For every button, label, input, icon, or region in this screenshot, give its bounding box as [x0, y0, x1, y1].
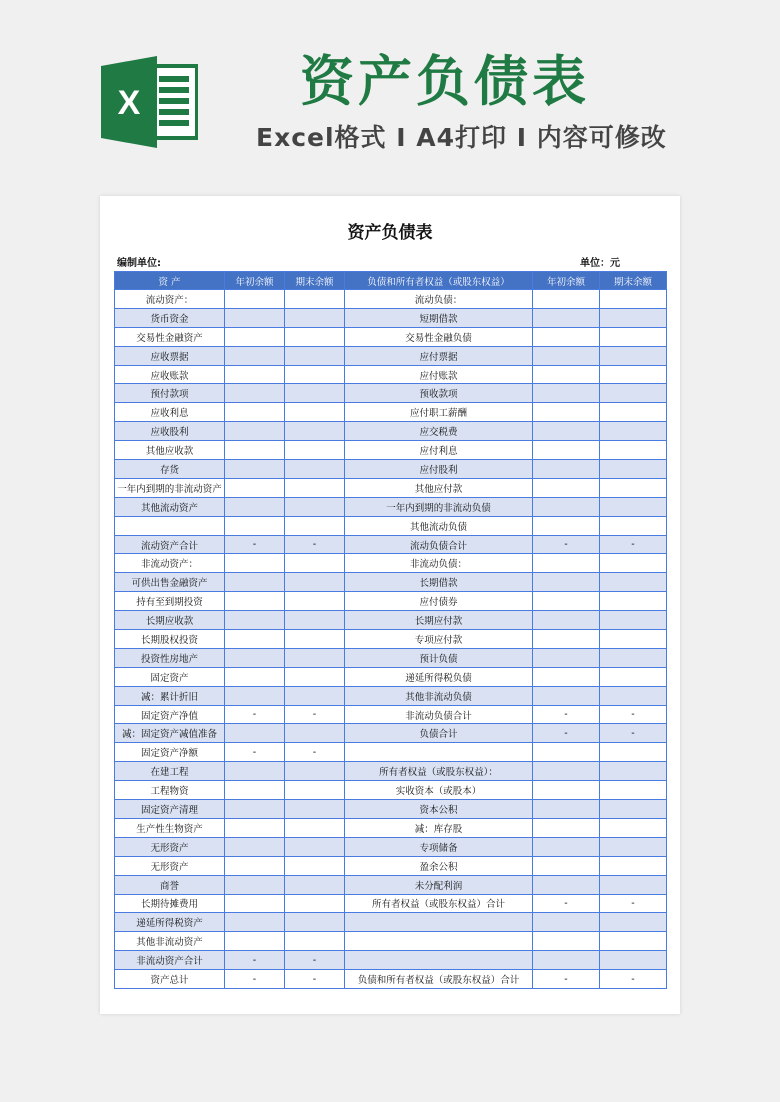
liability-opening-cell[interactable]: -: [533, 535, 600, 554]
asset-item-cell[interactable]: 固定资产净值: [115, 705, 225, 724]
asset-opening-cell[interactable]: [225, 762, 285, 781]
liability-opening-cell[interactable]: [533, 667, 600, 686]
asset-opening-cell[interactable]: [225, 308, 285, 327]
asset-opening-cell[interactable]: [225, 516, 285, 535]
liability-item-cell[interactable]: 应付职工薪酬: [345, 403, 533, 422]
table-row: [115, 422, 667, 441]
balance-sheet-table: [114, 271, 667, 989]
liability-closing-cell[interactable]: [600, 384, 667, 403]
liability-closing-cell[interactable]: [600, 648, 667, 667]
excel-logo-icon: [101, 56, 198, 148]
asset-item-cell[interactable]: 其他流动资产: [115, 497, 225, 516]
liability-opening-cell[interactable]: [533, 932, 600, 951]
table-row: [115, 327, 667, 346]
asset-item-cell[interactable]: 预付款项: [115, 384, 225, 403]
table-row: [115, 686, 667, 705]
asset-item-cell[interactable]: 非流动资产合计: [115, 951, 225, 970]
table-row: [115, 667, 667, 686]
asset-closing-cell[interactable]: [285, 308, 345, 327]
liability-closing-cell[interactable]: [600, 573, 667, 592]
asset-closing-cell[interactable]: [285, 724, 345, 743]
asset-closing-cell[interactable]: [285, 875, 345, 894]
liability-closing-cell[interactable]: [600, 478, 667, 497]
liability-closing-cell[interactable]: [600, 818, 667, 837]
table-row: [115, 856, 667, 875]
table-row: [115, 365, 667, 384]
asset-item-cell[interactable]: 工程物资: [115, 781, 225, 800]
asset-opening-cell[interactable]: [225, 630, 285, 649]
asset-item-cell[interactable]: 一年内到期的非流动资产: [115, 478, 225, 497]
asset-item-cell[interactable]: 流动资产：: [115, 290, 225, 309]
liability-closing-cell[interactable]: [600, 837, 667, 856]
asset-opening-cell[interactable]: -: [225, 705, 285, 724]
asset-item-cell[interactable]: 固定资产净额: [115, 743, 225, 762]
asset-item-cell[interactable]: 商誉: [115, 875, 225, 894]
table-row: [115, 630, 667, 649]
liability-opening-cell[interactable]: -: [533, 705, 600, 724]
liability-closing-cell[interactable]: [600, 554, 667, 573]
liability-opening-cell[interactable]: [533, 951, 600, 970]
liability-opening-cell[interactable]: [533, 346, 600, 365]
liability-opening-cell[interactable]: [533, 365, 600, 384]
liability-opening-cell[interactable]: [533, 837, 600, 856]
asset-opening-cell[interactable]: [225, 365, 285, 384]
asset-opening-cell[interactable]: [225, 573, 285, 592]
asset-closing-cell[interactable]: [285, 346, 345, 365]
asset-closing-cell[interactable]: -: [285, 743, 345, 762]
liability-closing-cell[interactable]: [600, 308, 667, 327]
asset-item-cell[interactable]: 非流动资产：: [115, 554, 225, 573]
asset-item-cell[interactable]: 长期应收款: [115, 611, 225, 630]
liability-closing-cell[interactable]: [600, 497, 667, 516]
document-page: [100, 196, 680, 1014]
liability-item-cell[interactable]: 负债合计: [345, 724, 533, 743]
table-row: [115, 800, 667, 819]
asset-opening-cell[interactable]: -: [225, 970, 285, 989]
liability-item-cell[interactable]: 应付债券: [345, 592, 533, 611]
table-row: [115, 573, 667, 592]
liability-item-cell[interactable]: 专项应付款: [345, 630, 533, 649]
table-row: [115, 384, 667, 403]
liability-item-cell[interactable]: 应交税费: [345, 422, 533, 441]
liability-item-cell[interactable]: 专项储备: [345, 837, 533, 856]
table-row: [115, 818, 667, 837]
asset-item-cell[interactable]: 递延所得税资产: [115, 913, 225, 932]
liability-closing-cell[interactable]: [600, 743, 667, 762]
asset-opening-cell[interactable]: [225, 384, 285, 403]
liability-closing-cell[interactable]: -: [600, 724, 667, 743]
asset-opening-cell[interactable]: [225, 837, 285, 856]
liability-item-cell[interactable]: 短期借款: [345, 308, 533, 327]
header-closing-balance: 期末余额: [285, 272, 345, 290]
asset-item-cell[interactable]: 生产性生物资产: [115, 818, 225, 837]
asset-item-cell[interactable]: 流动资产合计: [115, 535, 225, 554]
liability-item-cell[interactable]: 长期应付款: [345, 611, 533, 630]
liability-closing-cell[interactable]: [600, 592, 667, 611]
asset-item-cell[interactable]: 固定资产清理: [115, 800, 225, 819]
liability-closing-cell[interactable]: [600, 422, 667, 441]
liability-opening-cell[interactable]: [533, 686, 600, 705]
asset-closing-cell[interactable]: [285, 441, 345, 460]
liability-item-cell[interactable]: 预收款项: [345, 384, 533, 403]
asset-opening-cell[interactable]: [225, 667, 285, 686]
asset-item-cell[interactable]: 固定资产: [115, 667, 225, 686]
banner-subtitle: Excel格式 I A4打印 I 内容可修改: [256, 123, 667, 152]
liability-item-cell[interactable]: 盈余公积: [345, 856, 533, 875]
liability-closing-cell[interactable]: [600, 856, 667, 875]
liability-opening-cell[interactable]: [533, 497, 600, 516]
asset-closing-cell[interactable]: [285, 630, 345, 649]
table-row: [115, 781, 667, 800]
liability-item-cell[interactable]: 递延所得税负债: [345, 667, 533, 686]
asset-item-cell[interactable]: 减：固定资产减值准备: [115, 724, 225, 743]
asset-closing-cell[interactable]: [285, 648, 345, 667]
asset-item-cell[interactable]: 无形资产: [115, 856, 225, 875]
asset-item-cell[interactable]: 长期股权投资: [115, 630, 225, 649]
asset-item-cell[interactable]: 货币资金: [115, 308, 225, 327]
asset-closing-cell[interactable]: [285, 913, 345, 932]
liability-closing-cell[interactable]: -: [600, 894, 667, 913]
asset-opening-cell[interactable]: [225, 346, 285, 365]
table-row: [115, 951, 667, 970]
liability-opening-cell[interactable]: [533, 460, 600, 479]
asset-closing-cell[interactable]: [285, 611, 345, 630]
liability-item-cell[interactable]: 交易性金融负债: [345, 327, 533, 346]
asset-item-cell[interactable]: 其他应收款: [115, 441, 225, 460]
asset-closing-cell[interactable]: [285, 422, 345, 441]
table-row: [115, 497, 667, 516]
liability-item-cell[interactable]: 应付票据: [345, 346, 533, 365]
liability-opening-cell[interactable]: [533, 800, 600, 819]
asset-opening-cell[interactable]: [225, 403, 285, 422]
table-row: [115, 894, 667, 913]
asset-item-cell[interactable]: 应收利息: [115, 403, 225, 422]
table-row: [115, 913, 667, 932]
liability-opening-cell[interactable]: [533, 327, 600, 346]
asset-closing-cell[interactable]: [285, 327, 345, 346]
liability-opening-cell[interactable]: [533, 762, 600, 781]
asset-closing-cell[interactable]: -: [285, 970, 345, 989]
asset-item-cell[interactable]: 交易性金融资产: [115, 327, 225, 346]
table-row: [115, 460, 667, 479]
liability-opening-cell[interactable]: [533, 441, 600, 460]
liability-opening-cell[interactable]: [533, 648, 600, 667]
liability-opening-cell[interactable]: [533, 516, 600, 535]
document-title: 资产负债表: [347, 223, 433, 243]
liability-opening-cell[interactable]: [533, 875, 600, 894]
compiler-label: 编制单位:: [117, 258, 161, 269]
table-row: [115, 592, 667, 611]
asset-opening-cell[interactable]: [225, 441, 285, 460]
liability-closing-cell[interactable]: [600, 611, 667, 630]
liability-item-cell[interactable]: 应付账款: [345, 365, 533, 384]
liability-closing-cell[interactable]: [600, 290, 667, 309]
liability-closing-cell[interactable]: [600, 630, 667, 649]
table-header-row: [115, 272, 667, 290]
liability-item-cell[interactable]: 应付利息: [345, 441, 533, 460]
asset-item-cell[interactable]: 无形资产: [115, 837, 225, 856]
asset-closing-cell[interactable]: [285, 837, 345, 856]
liability-opening-cell[interactable]: [533, 781, 600, 800]
asset-item-cell[interactable]: 在建工程: [115, 762, 225, 781]
asset-opening-cell[interactable]: -: [225, 951, 285, 970]
liability-item-cell[interactable]: 应付股利: [345, 460, 533, 479]
table-row: [115, 705, 667, 724]
asset-opening-cell[interactable]: [225, 648, 285, 667]
liability-item-cell[interactable]: [345, 913, 533, 932]
asset-opening-cell[interactable]: [225, 290, 285, 309]
liability-item-cell[interactable]: 所有者权益（或股东权益）合计: [345, 894, 533, 913]
liability-item-cell[interactable]: 非流动负债：: [345, 554, 533, 573]
table-row: [115, 516, 667, 535]
asset-closing-cell[interactable]: [285, 818, 345, 837]
asset-closing-cell[interactable]: [285, 667, 345, 686]
liability-opening-cell[interactable]: [533, 422, 600, 441]
asset-closing-cell[interactable]: [285, 781, 345, 800]
asset-opening-cell[interactable]: [225, 554, 285, 573]
asset-opening-cell[interactable]: [225, 686, 285, 705]
asset-opening-cell[interactable]: -: [225, 535, 285, 554]
table-row: [115, 837, 667, 856]
liability-closing-cell[interactable]: [600, 951, 667, 970]
liability-opening-cell[interactable]: [533, 290, 600, 309]
asset-item-cell[interactable]: 应收账款: [115, 365, 225, 384]
liability-closing-cell[interactable]: [600, 441, 667, 460]
table-row: [115, 346, 667, 365]
asset-closing-cell[interactable]: -: [285, 535, 345, 554]
asset-closing-cell[interactable]: -: [285, 705, 345, 724]
asset-opening-cell[interactable]: [225, 894, 285, 913]
asset-closing-cell[interactable]: [285, 894, 345, 913]
asset-closing-cell[interactable]: [285, 497, 345, 516]
table-row: [115, 403, 667, 422]
liability-closing-cell[interactable]: [600, 346, 667, 365]
header-opening-balance: 年初余额: [533, 272, 600, 290]
asset-item-cell[interactable]: 应收票据: [115, 346, 225, 365]
liability-item-cell[interactable]: 资本公积: [345, 800, 533, 819]
liability-item-cell[interactable]: 其他非流动负债: [345, 686, 533, 705]
asset-opening-cell[interactable]: [225, 781, 285, 800]
table-row: [115, 478, 667, 497]
liability-opening-cell[interactable]: [533, 403, 600, 422]
asset-item-cell[interactable]: 长期待摊费用: [115, 894, 225, 913]
table-row: [115, 441, 667, 460]
table-row: [115, 762, 667, 781]
table-row: [115, 554, 667, 573]
liability-closing-cell[interactable]: [600, 667, 667, 686]
header-liabilities-equity: 负债和所有者权益（或股东权益）: [345, 272, 533, 290]
asset-closing-cell[interactable]: [285, 573, 345, 592]
liability-closing-cell[interactable]: [600, 800, 667, 819]
asset-closing-cell[interactable]: [285, 554, 345, 573]
asset-opening-cell[interactable]: [225, 856, 285, 875]
liability-closing-cell[interactable]: [600, 875, 667, 894]
asset-item-cell[interactable]: [115, 516, 225, 535]
asset-item-cell[interactable]: 应收股利: [115, 422, 225, 441]
asset-closing-cell[interactable]: [285, 290, 345, 309]
liability-item-cell[interactable]: 其他应付款: [345, 478, 533, 497]
liability-item-cell[interactable]: 其他流动负债: [345, 516, 533, 535]
asset-closing-cell[interactable]: [285, 384, 345, 403]
asset-item-cell[interactable]: 资产总计: [115, 970, 225, 989]
asset-opening-cell[interactable]: [225, 422, 285, 441]
liability-closing-cell[interactable]: [600, 781, 667, 800]
liability-item-cell[interactable]: [345, 743, 533, 762]
asset-opening-cell[interactable]: [225, 460, 285, 479]
asset-item-cell[interactable]: 其他非流动资产: [115, 932, 225, 951]
table-row: [115, 648, 667, 667]
liability-opening-cell[interactable]: [533, 308, 600, 327]
liability-opening-cell[interactable]: [533, 592, 600, 611]
asset-item-cell[interactable]: 减：累计折旧: [115, 686, 225, 705]
liability-item-cell[interactable]: 负债和所有者权益（或股东权益）合计: [345, 970, 533, 989]
liability-closing-cell[interactable]: -: [600, 970, 667, 989]
table-row: [115, 932, 667, 951]
liability-opening-cell[interactable]: [533, 630, 600, 649]
asset-closing-cell[interactable]: [285, 403, 345, 422]
asset-opening-cell[interactable]: [225, 932, 285, 951]
liability-item-cell[interactable]: 实收资本（或股本）: [345, 781, 533, 800]
asset-opening-cell[interactable]: [225, 800, 285, 819]
table-row: [115, 743, 667, 762]
table-row: [115, 724, 667, 743]
liability-closing-cell[interactable]: [600, 365, 667, 384]
header-opening-balance: 年初余额: [225, 272, 285, 290]
liability-closing-cell[interactable]: [600, 913, 667, 932]
asset-closing-cell[interactable]: -: [285, 951, 345, 970]
asset-closing-cell[interactable]: [285, 762, 345, 781]
asset-opening-cell[interactable]: [225, 913, 285, 932]
asset-opening-cell[interactable]: [225, 724, 285, 743]
asset-opening-cell[interactable]: [225, 875, 285, 894]
table-row: [115, 875, 667, 894]
liability-closing-cell[interactable]: [600, 762, 667, 781]
header-assets: 资 产: [115, 272, 225, 290]
liability-item-cell[interactable]: 减：库存股: [345, 818, 533, 837]
liability-item-cell[interactable]: 长期借款: [345, 573, 533, 592]
liability-item-cell[interactable]: 流动负债：: [345, 290, 533, 309]
liability-item-cell[interactable]: 一年内到期的非流动负债: [345, 497, 533, 516]
liability-opening-cell[interactable]: [533, 384, 600, 403]
liability-opening-cell[interactable]: [533, 856, 600, 875]
asset-opening-cell[interactable]: [225, 818, 285, 837]
asset-opening-cell[interactable]: [225, 327, 285, 346]
liability-opening-cell[interactable]: [533, 913, 600, 932]
asset-closing-cell[interactable]: [285, 478, 345, 497]
table-row: [115, 611, 667, 630]
table-row: [115, 308, 667, 327]
liability-closing-cell[interactable]: [600, 460, 667, 479]
asset-closing-cell[interactable]: [285, 686, 345, 705]
liability-item-cell[interactable]: [345, 951, 533, 970]
header-closing-balance: 期末余额: [600, 272, 667, 290]
asset-opening-cell[interactable]: [225, 611, 285, 630]
table-row: [115, 535, 667, 554]
liability-item-cell[interactable]: [345, 932, 533, 951]
asset-item-cell[interactable]: 存货: [115, 460, 225, 479]
asset-closing-cell[interactable]: [285, 932, 345, 951]
asset-opening-cell[interactable]: -: [225, 743, 285, 762]
liability-opening-cell[interactable]: -: [533, 724, 600, 743]
asset-closing-cell[interactable]: [285, 592, 345, 611]
liability-opening-cell[interactable]: [533, 611, 600, 630]
asset-item-cell[interactable]: 投资性房地产: [115, 648, 225, 667]
liability-closing-cell[interactable]: [600, 516, 667, 535]
liability-opening-cell[interactable]: [533, 573, 600, 592]
liability-item-cell[interactable]: 未分配利润: [345, 875, 533, 894]
liability-item-cell[interactable]: 流动负债合计: [345, 535, 533, 554]
asset-opening-cell[interactable]: [225, 478, 285, 497]
liability-opening-cell[interactable]: [533, 743, 600, 762]
liability-closing-cell[interactable]: -: [600, 535, 667, 554]
table-row: [115, 290, 667, 309]
asset-closing-cell[interactable]: [285, 460, 345, 479]
table-row: [115, 970, 667, 989]
liability-item-cell[interactable]: 预计负债: [345, 648, 533, 667]
liability-closing-cell[interactable]: [600, 403, 667, 422]
asset-item-cell[interactable]: 可供出售金融资产: [115, 573, 225, 592]
asset-closing-cell[interactable]: [285, 516, 345, 535]
liability-closing-cell[interactable]: [600, 327, 667, 346]
banner-title: 资产负债表: [300, 50, 590, 113]
liability-opening-cell[interactable]: [533, 818, 600, 837]
asset-item-cell[interactable]: 持有至到期投资: [115, 592, 225, 611]
asset-closing-cell[interactable]: [285, 800, 345, 819]
liability-item-cell[interactable]: 非流动负债合计: [345, 705, 533, 724]
liability-item-cell[interactable]: 所有者权益（或股东权益）：: [345, 762, 533, 781]
liability-opening-cell[interactable]: -: [533, 970, 600, 989]
liability-closing-cell[interactable]: [600, 686, 667, 705]
asset-closing-cell[interactable]: [285, 856, 345, 875]
liability-opening-cell[interactable]: [533, 478, 600, 497]
unit-label: 单位：元: [580, 258, 620, 269]
asset-opening-cell[interactable]: [225, 592, 285, 611]
liability-closing-cell[interactable]: [600, 932, 667, 951]
liability-opening-cell[interactable]: -: [533, 894, 600, 913]
liability-opening-cell[interactable]: [533, 554, 600, 573]
liability-closing-cell[interactable]: -: [600, 705, 667, 724]
asset-opening-cell[interactable]: [225, 497, 285, 516]
asset-closing-cell[interactable]: [285, 365, 345, 384]
svg-text:X: X: [117, 84, 141, 122]
